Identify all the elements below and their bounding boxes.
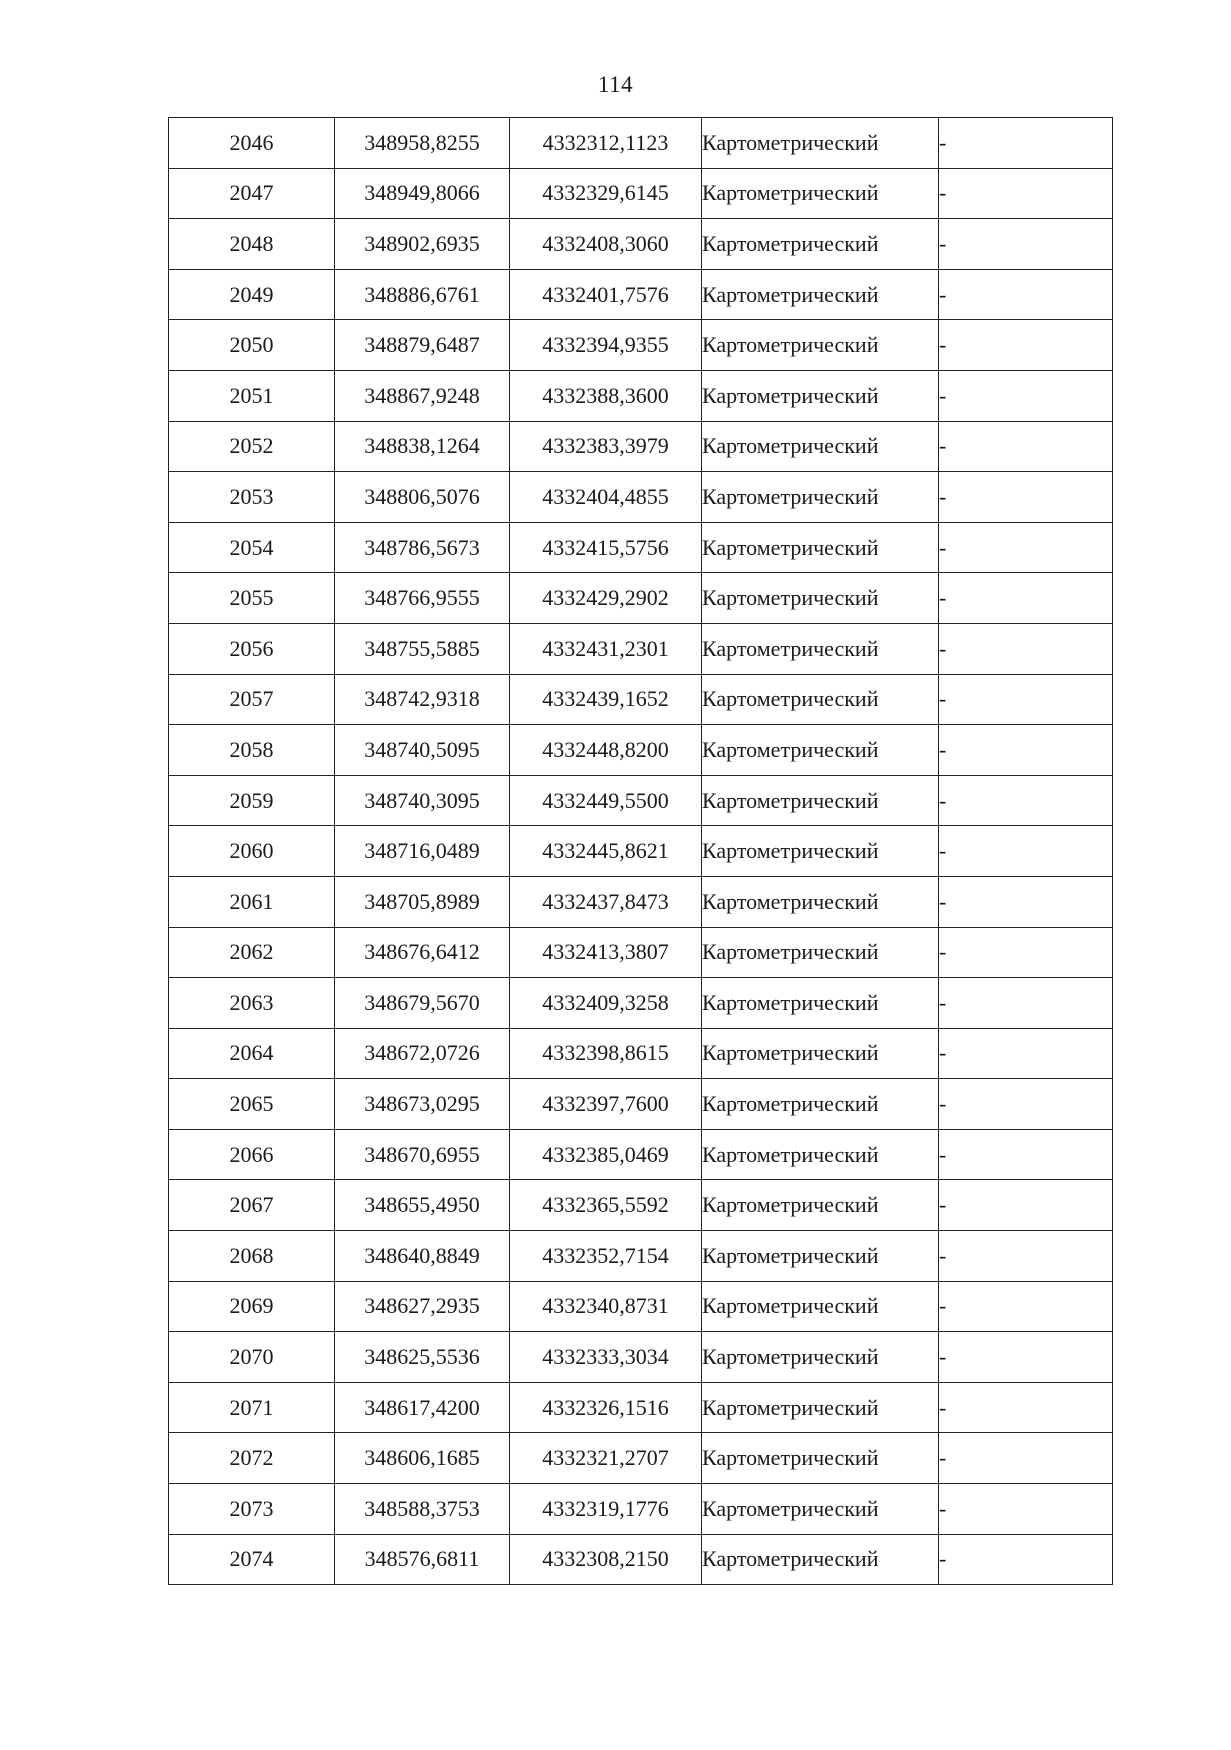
- table-row: [169, 1484, 1113, 1535]
- table-row: [169, 978, 1113, 1029]
- error-cell: -: [939, 118, 1113, 169]
- error-cell: -: [939, 1484, 1113, 1535]
- table-row: [169, 1129, 1113, 1180]
- error-cell: -: [939, 219, 1113, 270]
- x-coordinate-cell: 348670,6955: [335, 1129, 510, 1180]
- table-row: [169, 421, 1113, 472]
- y-coordinate-cell: 4332439,1652: [510, 674, 702, 725]
- table-row: [169, 522, 1113, 573]
- table-row: [169, 876, 1113, 927]
- y-coordinate-cell: 4332329,6145: [510, 168, 702, 219]
- point-number-cell: 2053: [169, 472, 335, 523]
- point-number-cell: 2047: [169, 168, 335, 219]
- y-coordinate-cell: 4332415,5756: [510, 522, 702, 573]
- x-coordinate-cell: 348679,5670: [335, 978, 510, 1029]
- method-cell: Картометрический: [702, 876, 939, 927]
- point-number-cell: 2046: [169, 118, 335, 169]
- method-cell: Картометрический: [702, 118, 939, 169]
- point-number-cell: 2055: [169, 573, 335, 624]
- point-number-cell: 2066: [169, 1129, 335, 1180]
- table-row: [169, 269, 1113, 320]
- point-number-cell: 2063: [169, 978, 335, 1029]
- method-cell: Картометрический: [702, 219, 939, 270]
- table-row: [169, 927, 1113, 978]
- y-coordinate-cell: 4332326,1516: [510, 1382, 702, 1433]
- x-coordinate-cell: 348755,5885: [335, 623, 510, 674]
- y-coordinate-cell: 4332409,3258: [510, 978, 702, 1029]
- error-cell: -: [939, 472, 1113, 523]
- table-row: [169, 219, 1113, 270]
- method-cell: Картометрический: [702, 1534, 939, 1585]
- method-cell: Картометрический: [702, 927, 939, 978]
- table-row: [169, 320, 1113, 371]
- x-coordinate-cell: 348576,6811: [335, 1534, 510, 1585]
- error-cell: -: [939, 927, 1113, 978]
- method-cell: Картометрический: [702, 674, 939, 725]
- method-cell: Картометрический: [702, 775, 939, 826]
- method-cell: Картометрический: [702, 370, 939, 421]
- table-row: [169, 370, 1113, 421]
- point-number-cell: 2050: [169, 320, 335, 371]
- y-coordinate-cell: 4332413,3807: [510, 927, 702, 978]
- x-coordinate-cell: 348606,1685: [335, 1433, 510, 1484]
- x-coordinate-cell: 348902,6935: [335, 219, 510, 270]
- x-coordinate-cell: 348627,2935: [335, 1281, 510, 1332]
- y-coordinate-cell: 4332445,8621: [510, 826, 702, 877]
- x-coordinate-cell: 348740,3095: [335, 775, 510, 826]
- y-coordinate-cell: 4332401,7576: [510, 269, 702, 320]
- y-coordinate-cell: 4332394,9355: [510, 320, 702, 371]
- table-row: [169, 1028, 1113, 1079]
- y-coordinate-cell: 4332321,2707: [510, 1433, 702, 1484]
- point-number-cell: 2070: [169, 1332, 335, 1383]
- table-row: [169, 674, 1113, 725]
- method-cell: Картометрический: [702, 623, 939, 674]
- table-row: [169, 623, 1113, 674]
- x-coordinate-cell: 348676,6412: [335, 927, 510, 978]
- point-number-cell: 2062: [169, 927, 335, 978]
- x-coordinate-cell: 348742,9318: [335, 674, 510, 725]
- table-row: [169, 775, 1113, 826]
- method-cell: Картометрический: [702, 1484, 939, 1535]
- table-row: [169, 168, 1113, 219]
- method-cell: Картометрический: [702, 1079, 939, 1130]
- point-number-cell: 2071: [169, 1382, 335, 1433]
- error-cell: -: [939, 725, 1113, 776]
- method-cell: Картометрический: [702, 573, 939, 624]
- method-cell: Картометрический: [702, 421, 939, 472]
- x-coordinate-cell: 348786,5673: [335, 522, 510, 573]
- coordinates-table-body: [169, 118, 1113, 1585]
- table-row: [169, 1079, 1113, 1130]
- table-row: [169, 1180, 1113, 1231]
- table-row: [169, 1332, 1113, 1383]
- method-cell: Картометрический: [702, 725, 939, 776]
- point-number-cell: 2064: [169, 1028, 335, 1079]
- x-coordinate-cell: 348766,9555: [335, 573, 510, 624]
- point-number-cell: 2061: [169, 876, 335, 927]
- point-number-cell: 2049: [169, 269, 335, 320]
- table-row: [169, 573, 1113, 624]
- x-coordinate-cell: 348617,4200: [335, 1382, 510, 1433]
- method-cell: Картометрический: [702, 1180, 939, 1231]
- method-cell: Картометрический: [702, 320, 939, 371]
- method-cell: Картометрический: [702, 978, 939, 1029]
- x-coordinate-cell: 348716,0489: [335, 826, 510, 877]
- y-coordinate-cell: 4332312,1123: [510, 118, 702, 169]
- error-cell: -: [939, 623, 1113, 674]
- error-cell: -: [939, 775, 1113, 826]
- error-cell: -: [939, 1129, 1113, 1180]
- error-cell: -: [939, 1079, 1113, 1130]
- method-cell: Картометрический: [702, 269, 939, 320]
- error-cell: -: [939, 978, 1113, 1029]
- y-coordinate-cell: 4332398,8615: [510, 1028, 702, 1079]
- method-cell: Картометрический: [702, 1433, 939, 1484]
- point-number-cell: 2060: [169, 826, 335, 877]
- x-coordinate-cell: 348588,3753: [335, 1484, 510, 1535]
- method-cell: Картометрический: [702, 168, 939, 219]
- table-row: [169, 472, 1113, 523]
- point-number-cell: 2048: [169, 219, 335, 270]
- y-coordinate-cell: 4332333,3034: [510, 1332, 702, 1383]
- y-coordinate-cell: 4332429,2902: [510, 573, 702, 624]
- error-cell: -: [939, 1281, 1113, 1332]
- y-coordinate-cell: 4332385,0469: [510, 1129, 702, 1180]
- error-cell: -: [939, 826, 1113, 877]
- method-cell: Картометрический: [702, 1332, 939, 1383]
- error-cell: -: [939, 1534, 1113, 1585]
- y-coordinate-cell: 4332365,5592: [510, 1180, 702, 1231]
- point-number-cell: 2069: [169, 1281, 335, 1332]
- point-number-cell: 2073: [169, 1484, 335, 1535]
- point-number-cell: 2065: [169, 1079, 335, 1130]
- x-coordinate-cell: 348640,8849: [335, 1231, 510, 1282]
- x-coordinate-cell: 348879,6487: [335, 320, 510, 371]
- table-row: [169, 118, 1113, 169]
- y-coordinate-cell: 4332308,2150: [510, 1534, 702, 1585]
- error-cell: -: [939, 1332, 1113, 1383]
- point-number-cell: 2074: [169, 1534, 335, 1585]
- x-coordinate-cell: 348673,0295: [335, 1079, 510, 1130]
- x-coordinate-cell: 348625,5536: [335, 1332, 510, 1383]
- y-coordinate-cell: 4332404,4855: [510, 472, 702, 523]
- point-number-cell: 2056: [169, 623, 335, 674]
- method-cell: Картометрический: [702, 1281, 939, 1332]
- x-coordinate-cell: 348705,8989: [335, 876, 510, 927]
- y-coordinate-cell: 4332408,3060: [510, 219, 702, 270]
- error-cell: -: [939, 1180, 1113, 1231]
- error-cell: -: [939, 573, 1113, 624]
- method-cell: Картометрический: [702, 522, 939, 573]
- point-number-cell: 2054: [169, 522, 335, 573]
- point-number-cell: 2068: [169, 1231, 335, 1282]
- y-coordinate-cell: 4332397,7600: [510, 1079, 702, 1130]
- error-cell: -: [939, 1433, 1113, 1484]
- method-cell: Картометрический: [702, 1129, 939, 1180]
- point-number-cell: 2058: [169, 725, 335, 776]
- x-coordinate-cell: 348655,4950: [335, 1180, 510, 1231]
- error-cell: -: [939, 421, 1113, 472]
- error-cell: -: [939, 876, 1113, 927]
- table-row: [169, 1534, 1113, 1585]
- method-cell: Картометрический: [702, 1382, 939, 1433]
- error-cell: -: [939, 370, 1113, 421]
- point-number-cell: 2067: [169, 1180, 335, 1231]
- table-row: [169, 1433, 1113, 1484]
- table-row: [169, 1281, 1113, 1332]
- x-coordinate-cell: 348740,5095: [335, 725, 510, 776]
- table-row: [169, 826, 1113, 877]
- method-cell: Картометрический: [702, 472, 939, 523]
- error-cell: -: [939, 522, 1113, 573]
- y-coordinate-cell: 4332448,8200: [510, 725, 702, 776]
- error-cell: -: [939, 1028, 1113, 1079]
- method-cell: Картометрический: [702, 1231, 939, 1282]
- x-coordinate-cell: 348672,0726: [335, 1028, 510, 1079]
- y-coordinate-cell: 4332431,2301: [510, 623, 702, 674]
- error-cell: -: [939, 1382, 1113, 1433]
- y-coordinate-cell: 4332319,1776: [510, 1484, 702, 1535]
- method-cell: Картометрический: [702, 1028, 939, 1079]
- y-coordinate-cell: 4332388,3600: [510, 370, 702, 421]
- error-cell: -: [939, 1231, 1113, 1282]
- x-coordinate-cell: 348838,1264: [335, 421, 510, 472]
- y-coordinate-cell: 4332340,8731: [510, 1281, 702, 1332]
- point-number-cell: 2051: [169, 370, 335, 421]
- y-coordinate-cell: 4332383,3979: [510, 421, 702, 472]
- error-cell: -: [939, 168, 1113, 219]
- table-row: [169, 725, 1113, 776]
- error-cell: -: [939, 674, 1113, 725]
- point-number-cell: 2057: [169, 674, 335, 725]
- coordinates-table: [168, 117, 1113, 1585]
- y-coordinate-cell: 4332449,5500: [510, 775, 702, 826]
- y-coordinate-cell: 4332437,8473: [510, 876, 702, 927]
- x-coordinate-cell: 348867,9248: [335, 370, 510, 421]
- page-number: 114: [597, 72, 634, 97]
- x-coordinate-cell: 348806,5076: [335, 472, 510, 523]
- y-coordinate-cell: 4332352,7154: [510, 1231, 702, 1282]
- table-row: [169, 1382, 1113, 1433]
- x-coordinate-cell: 348958,8255: [335, 118, 510, 169]
- point-number-cell: 2052: [169, 421, 335, 472]
- error-cell: -: [939, 320, 1113, 371]
- point-number-cell: 2072: [169, 1433, 335, 1484]
- x-coordinate-cell: 348949,8066: [335, 168, 510, 219]
- table-row: [169, 1231, 1113, 1282]
- method-cell: Картометрический: [702, 826, 939, 877]
- error-cell: -: [939, 269, 1113, 320]
- point-number-cell: 2059: [169, 775, 335, 826]
- x-coordinate-cell: 348886,6761: [335, 269, 510, 320]
